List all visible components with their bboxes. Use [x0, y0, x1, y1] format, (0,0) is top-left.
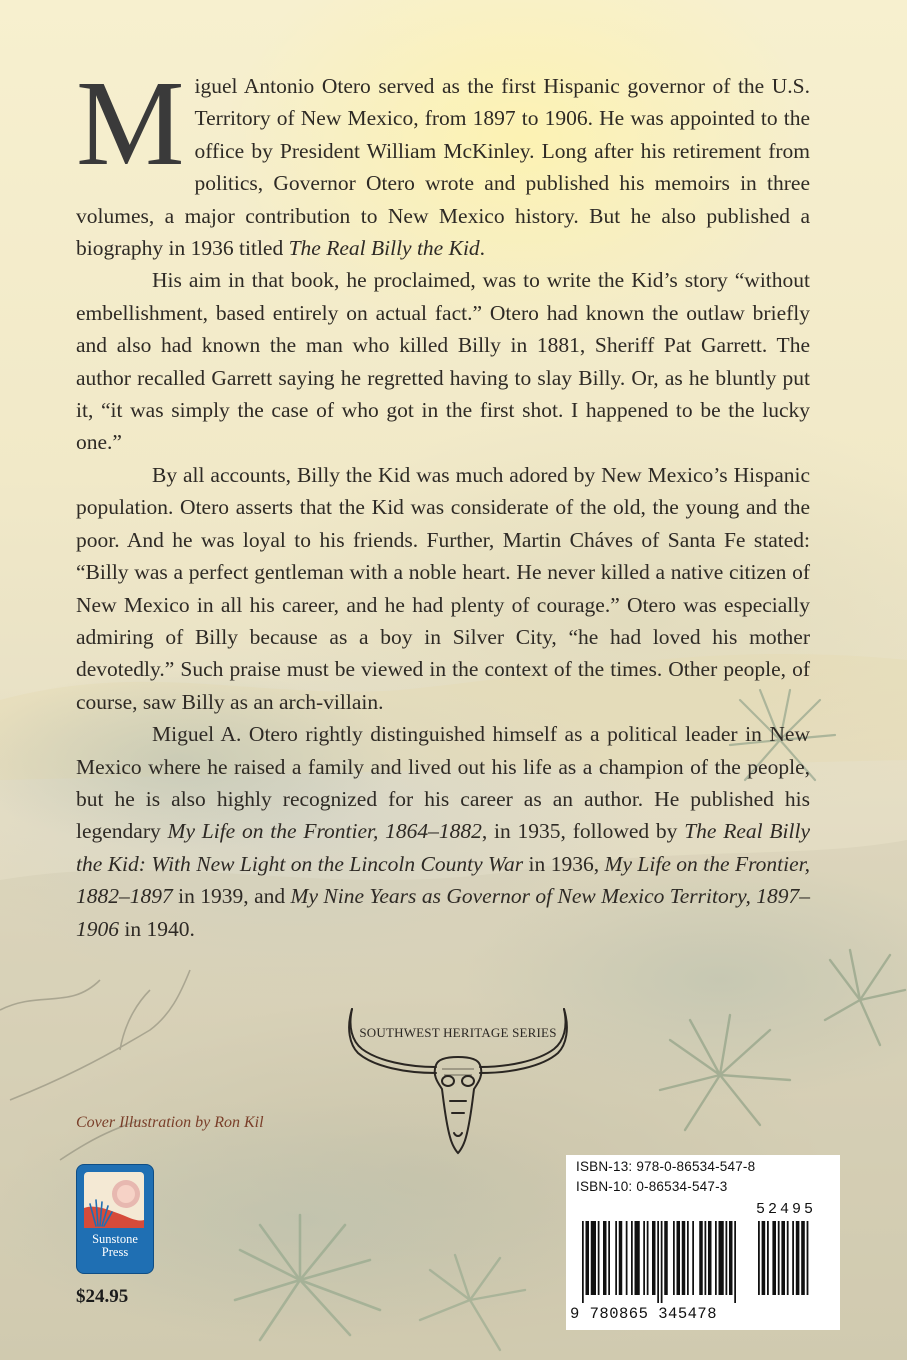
barcode-bar	[708, 1221, 712, 1295]
paragraph-text: His aim in that book, he proclaimed, was to write the Kid’s story “without embellishment, based entirely on actual fact.” Otero had known the outlaw briefly and also had known the man who killed Billy in 1881, Sheriff Pat Garrett. The author recalled Garrett saying he regretted having to slay Billy. Or, as he bluntly put it, “it was simply the case of who got in the first shot. I happened to be the lucky one.”	[76, 268, 810, 455]
barcode-addon-bar	[767, 1221, 769, 1295]
barcode-bar	[603, 1221, 607, 1295]
barcode-bar	[664, 1221, 668, 1295]
series-logo	[338, 1005, 578, 1185]
barcode-bar	[677, 1221, 681, 1295]
barcode-ean-number: 9 780865 345478	[570, 1305, 718, 1323]
barcode-addon-number: 52495	[755, 1201, 816, 1218]
isbn13-label: ISBN-13: 978-0-86534-547-8	[576, 1159, 756, 1174]
barcode-bar	[643, 1221, 645, 1295]
paragraph-text: By all accounts, Billy the Kid was much adored by New Mexico’s Hispanic population. Otero asserts that the Kid was considerate of the old, the young and the poor. And he was loyal to his friends. Further, Martin Cháves of Santa Fe stated: “Billy was a perfect gentleman with a noble heart. He never killed a native citizen of New Mexico in all his career, and he had plenty of courage.” Otero was especially admiring of Billy because as a boy in Silver City, “he had loved his mother devotedly.” Such praise must be viewed in the context of the times. Other people, of course, saw Billy as an arch-villain.	[76, 462, 810, 714]
paragraph-text: in 1939, and	[172, 884, 291, 909]
price: $24.95	[76, 1286, 129, 1307]
barcode-bar	[692, 1221, 694, 1295]
paragraph-text: .	[479, 236, 486, 261]
barcode-bar	[657, 1221, 659, 1303]
barcode-bar	[729, 1221, 733, 1295]
barcode-addon-bar	[792, 1221, 794, 1295]
italic-title: My Life on the Frontier, 1882–1897	[76, 851, 810, 909]
barcode-addon-bar	[772, 1221, 776, 1295]
isbn-barcode	[566, 1155, 840, 1330]
barcode-bar	[626, 1221, 628, 1295]
italic-title: The Real Billy the Kid	[288, 236, 480, 261]
cover-illustration-credit: Cover Illustration by Ron Kil	[76, 1114, 264, 1131]
barcode-addon-bar	[807, 1221, 809, 1295]
paragraph-text: Miguel A. Otero rightly distinguished himself as a political leader in New Mexico where he raised a family and lived out his life as a champion of the people, but he is also highly recognized for his career as an author. He published his legendary	[76, 722, 810, 844]
barcode-bar	[631, 1221, 633, 1295]
barcode-addon-bar	[781, 1221, 785, 1295]
paragraph-text: , in 1935, followed by	[481, 819, 685, 844]
barcode-bar	[582, 1221, 584, 1303]
barcode-addon-bar	[762, 1221, 766, 1295]
paragraph	[76, 718, 810, 945]
paragraph-text: in 1936,	[523, 851, 605, 876]
isbn10-label: ISBN-10: 0-86534-547-3	[576, 1179, 728, 1194]
barcode-bar	[705, 1221, 707, 1295]
italic-title: My Life on the Frontier, 1864–1882	[167, 819, 482, 844]
paragraph	[76, 264, 810, 458]
barcode-bar	[647, 1221, 649, 1295]
barcode-bar	[598, 1221, 600, 1295]
publisher-logo	[76, 1164, 154, 1274]
barcode-bar	[615, 1221, 617, 1295]
barcode-bar	[682, 1221, 686, 1295]
barcode-bar	[652, 1221, 656, 1295]
paragraph	[76, 459, 810, 718]
barcode-addon-bar	[778, 1221, 780, 1295]
barcode-addon-bar	[801, 1221, 805, 1295]
barcode-bar	[734, 1221, 736, 1303]
publisher-name-line1: Sunstone	[92, 1232, 138, 1246]
barcode-addon-bar	[787, 1221, 789, 1295]
paragraph	[76, 56, 810, 264]
barcode-bar	[726, 1221, 728, 1295]
barcode-bar	[586, 1221, 590, 1295]
drop-cap-letter: M	[76, 56, 185, 191]
barcode-bar	[699, 1221, 703, 1295]
sunstone-press-logo-icon	[76, 1164, 154, 1234]
italic-title: The Real Billy the Kid: With New Light on the Lincoln County War	[76, 819, 811, 876]
publisher-name	[77, 1233, 153, 1259]
barcode-bar	[635, 1221, 640, 1295]
back-cover-text	[76, 56, 811, 945]
publisher-name-line2: Press	[101, 1245, 129, 1259]
barcode-addon-bar	[758, 1221, 760, 1295]
barcode-bar	[619, 1221, 623, 1295]
barcode-bar	[661, 1221, 663, 1303]
barcode-addon-bar	[796, 1221, 800, 1295]
series-label: SOUTHWEST HERITAGE SERIES	[359, 1025, 557, 1040]
paragraph-text: iguel Antonio Otero served as the first Hispanic governor of the U.S. Territory of New Mexico, from 1897 to 1906. He was appointed to the office by President William McKinley. Long after his retirement from politics, Governor Otero wrote and published his memoirs in three volumes, a major contribution to New Mexico history. But he also published a biography in 1936 titled	[76, 74, 810, 261]
barcode-bar	[591, 1221, 596, 1295]
barcode-bar	[687, 1221, 689, 1295]
barcode-bars	[582, 1221, 838, 1303]
barcode-bar	[608, 1221, 610, 1295]
barcode-bar	[673, 1221, 675, 1295]
barcode-bar	[715, 1221, 717, 1295]
italic-title: My Nine Years as Governor of New Mexico Territory, 1897–1906	[76, 884, 810, 941]
barcode-bar	[719, 1221, 724, 1295]
paragraph-text: in 1940.	[119, 916, 195, 941]
